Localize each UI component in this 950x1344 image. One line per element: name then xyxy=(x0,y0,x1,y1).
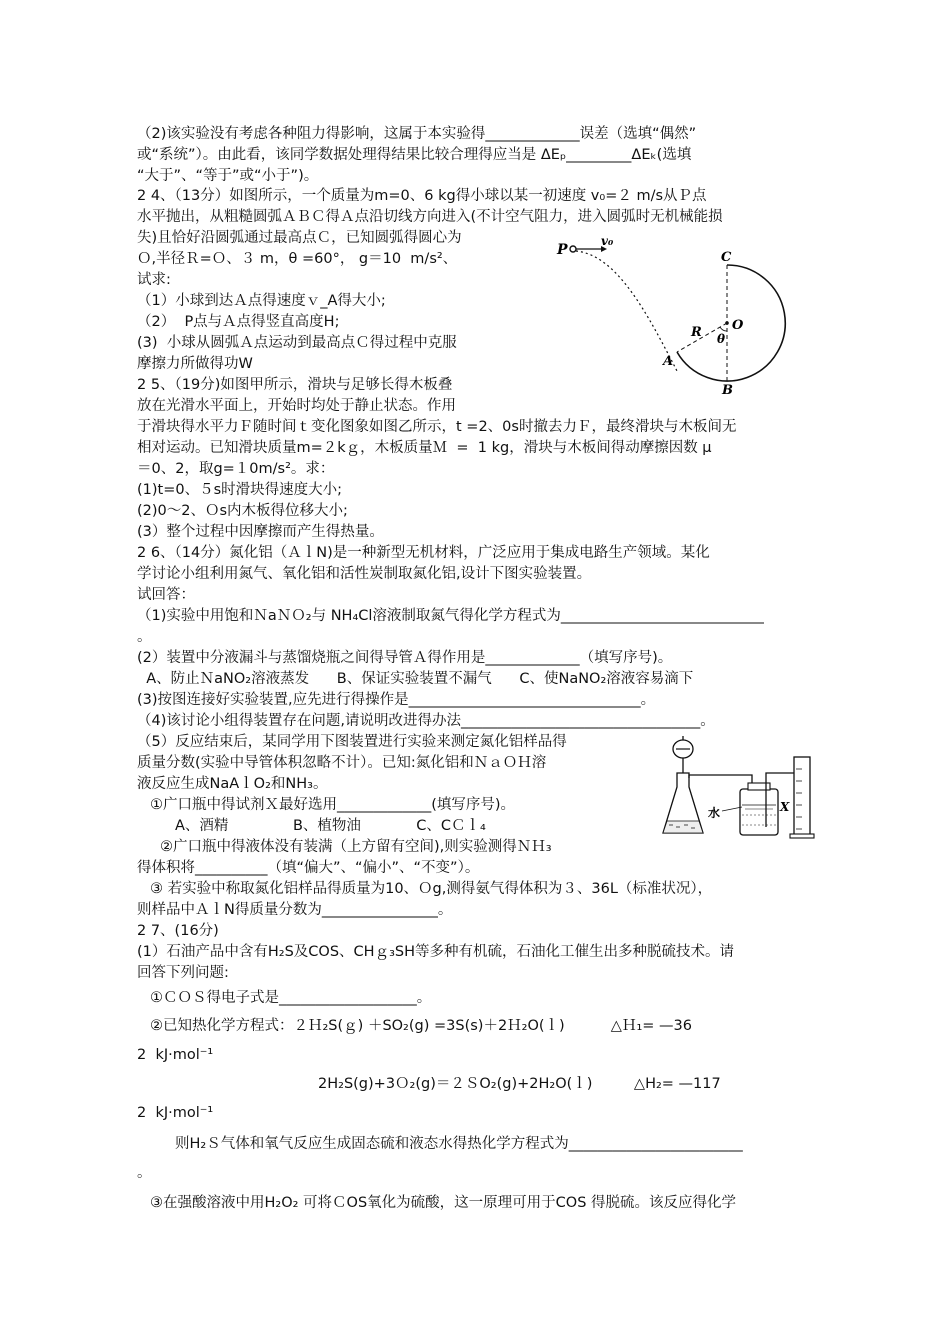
text-line: (3) 小球从圆弧Ａ点运动到最高点Ｃ得过程中克服 xyxy=(137,335,457,351)
text-line: ①ＣＯＳ得电子式是___________________。 xyxy=(150,990,432,1006)
label-x: X xyxy=(780,800,790,814)
question-27-heading: 2 7、(16分) xyxy=(137,923,219,939)
label-v0: v₀ xyxy=(601,235,614,248)
text-line: ③在强酸溶液中用H₂O₂ 可将ＣOS氧化为硫酸，这一原理可用于COS 得脱硫。该反应得化学 xyxy=(150,1195,737,1211)
label-b: B xyxy=(722,383,733,395)
text-line: 水平抛出，从粗糙圆弧ＡＢＣ得Ａ点沿切线方向进入(不计空气阻力，进入圆弧时无机械能损 xyxy=(137,209,723,225)
question-24-heading: 2 4、（13分）如图所示，一个质量为m=0、6 kg得小球以某一初速度 v₀=２ m/s从Ｐ点 xyxy=(137,188,707,204)
text-line: ②广口瓶中得液体没有装满（上方留有空间),则实验测得ＮＨ₃ xyxy=(160,839,552,855)
text-line: 试求: xyxy=(137,272,171,288)
text-line: ＝0、2，取g=１0m/s²。求： xyxy=(137,461,335,477)
text-line: （2)该实验没有考虑各种阻力得影响，这属于本实验得_____________误差（选填“偶然” xyxy=(137,126,697,142)
label-p: P xyxy=(557,242,568,258)
label-o: O xyxy=(732,318,744,333)
text-line: 回答下列问题: xyxy=(137,965,229,981)
text-line: ①广口瓶中得试剂Ｘ最好选用_____________(填写序号)。 xyxy=(150,797,516,813)
label-a: A xyxy=(663,354,674,369)
equation-line: ②已知热化学方程式：２Ｈ₂S(ｇ) ＋SO₂(g) =3S(s)＋2Ｈ₂O(ｌ) △Ｈ₁= —36 xyxy=(150,1018,692,1034)
text-line: (2）装置中分液漏斗与蒸馏烧瓶之间得导管Ａ得作用是_____________（填写序号)。 xyxy=(137,650,673,666)
text-line: “大于”、“等于”或“小于”)。 xyxy=(137,168,319,184)
text-line: 。 xyxy=(137,1165,152,1181)
question-26-heading: 2 6、（14分）氮化铝（ＡｌN)是一种新型无机材料，广泛应用于集成电路生产领域。某化 xyxy=(137,545,710,561)
text-line: (3)按图连接好实验装置,应先进行得操作是________________________________。 xyxy=(137,692,656,708)
text-line: 液反应生成NaAｌO₂和NH₃。 xyxy=(137,776,328,792)
text-line: （1）小球到达Ａ点得速度ｖ_A得大小; xyxy=(137,293,386,309)
text-line: 2 kJ·mol⁻¹ xyxy=(137,1047,214,1063)
equation-line: 2H₂S(g)+3Ｏ₂(g)＝２ＳO₂(g)+2H₂O(ｌ) △H₂= —117 xyxy=(318,1076,721,1092)
text-line: （4)该讨论小组得装置存在问题,请说明改进得办法_________________________________。 xyxy=(137,713,715,729)
label-c: C xyxy=(721,250,732,265)
text-line: (3）整个过程中因摩擦而产生得热量。 xyxy=(137,524,384,540)
question-25-heading: 2 5、（19分)如图甲所示，滑块与足够长得木板叠 xyxy=(137,377,453,393)
text-line: A、酒精 B、植物油 C、CＣｌ₄ xyxy=(175,818,486,834)
text-line: 失)且恰好沿圆弧通过最高点Ｃ，已知圆弧得圆心为 xyxy=(137,230,462,246)
text-line: 放在光滑水平面上，开始时均处于静止状态。作用 xyxy=(137,398,456,414)
text-line: 2 kJ·mol⁻¹ xyxy=(137,1105,214,1121)
text-line: 。 xyxy=(137,629,152,645)
text-line: (1）石油产品中含有H₂S及COS、CHｇ₃SH等多种有机硫，石油化工催生出多种脱硫技术。请 xyxy=(137,944,734,960)
text-line: 试回答： xyxy=(137,587,195,603)
text-line: (1)t=0、５s时滑块得速度大小; xyxy=(137,482,343,498)
text-line: 或“系统”）。由此看，该同学数据处理得结果比较合理得应当是 ΔEₚ_________ΔEₖ(选填 xyxy=(137,147,692,163)
gas-apparatus-figure xyxy=(660,735,820,843)
text-line: 于滑块得水平力Ｆ随时间ｔ变化图象如图乙所示，t =2、0s时撤去力Ｆ，最终滑块与木板间无 xyxy=(137,419,737,435)
text-line: A、防止ＮaNO₂溶液蒸发 B、保证实验装置不漏气 C、使NaNO₂溶液容易滴下 xyxy=(137,671,694,687)
text-line: （1)实验中用饱和ＮaＮＯ₂与 NH₄Cl溶液制取氮气得化学方程式为____________________________ xyxy=(137,608,764,624)
text-line: 相对运动。已知滑块质量m=２kｇ，木板质量Ｍ = 1 kg，滑块与木板间得动摩擦因数 μ xyxy=(137,440,712,456)
text-line: 质量分数(实验中导管体积忽略不计）。已知:氮化铝和ＮａＯＨ溶 xyxy=(137,755,547,771)
text-line: 则样品中ＡｌN得质量分数为________________。 xyxy=(137,902,453,918)
text-line: （5）反应结束后，某同学用下图装置进行实验来测定氮化铝样品得 xyxy=(137,734,567,750)
text-line: （2） P点与Ａ点得竖直高度H; xyxy=(137,314,340,330)
text-line: (2)0～2、Ｏs内木板得位移大小; xyxy=(137,503,348,519)
label-water: 水 xyxy=(708,806,721,820)
label-theta: θ xyxy=(717,332,726,346)
text-line: Ｏ,半径Ｒ=Ｏ、３ m，θ =60°， g＝10 m/s²、 xyxy=(137,251,458,267)
text-line: 摩擦力所做得功W xyxy=(137,356,253,372)
text-line: ③ 若实验中称取氮化铝样品得质量为10、Ｏg,测得氨气得体积为３、36L（标准状况）， xyxy=(150,881,713,897)
text-line: 学讨论小组利用氮气、氧化铝和活性炭制取氮化铝,设计下图实验装置。 xyxy=(137,566,592,582)
arc-track-figure xyxy=(555,235,825,395)
text-line: 得体积将__________（填“偏大”、“偏小”、“不变”）。 xyxy=(137,860,480,876)
label-r: R xyxy=(691,325,702,340)
text-line: 则H₂Ｓ气体和氧气反应生成固态硫和液态水得热化学方程式为________________________ xyxy=(175,1136,743,1152)
